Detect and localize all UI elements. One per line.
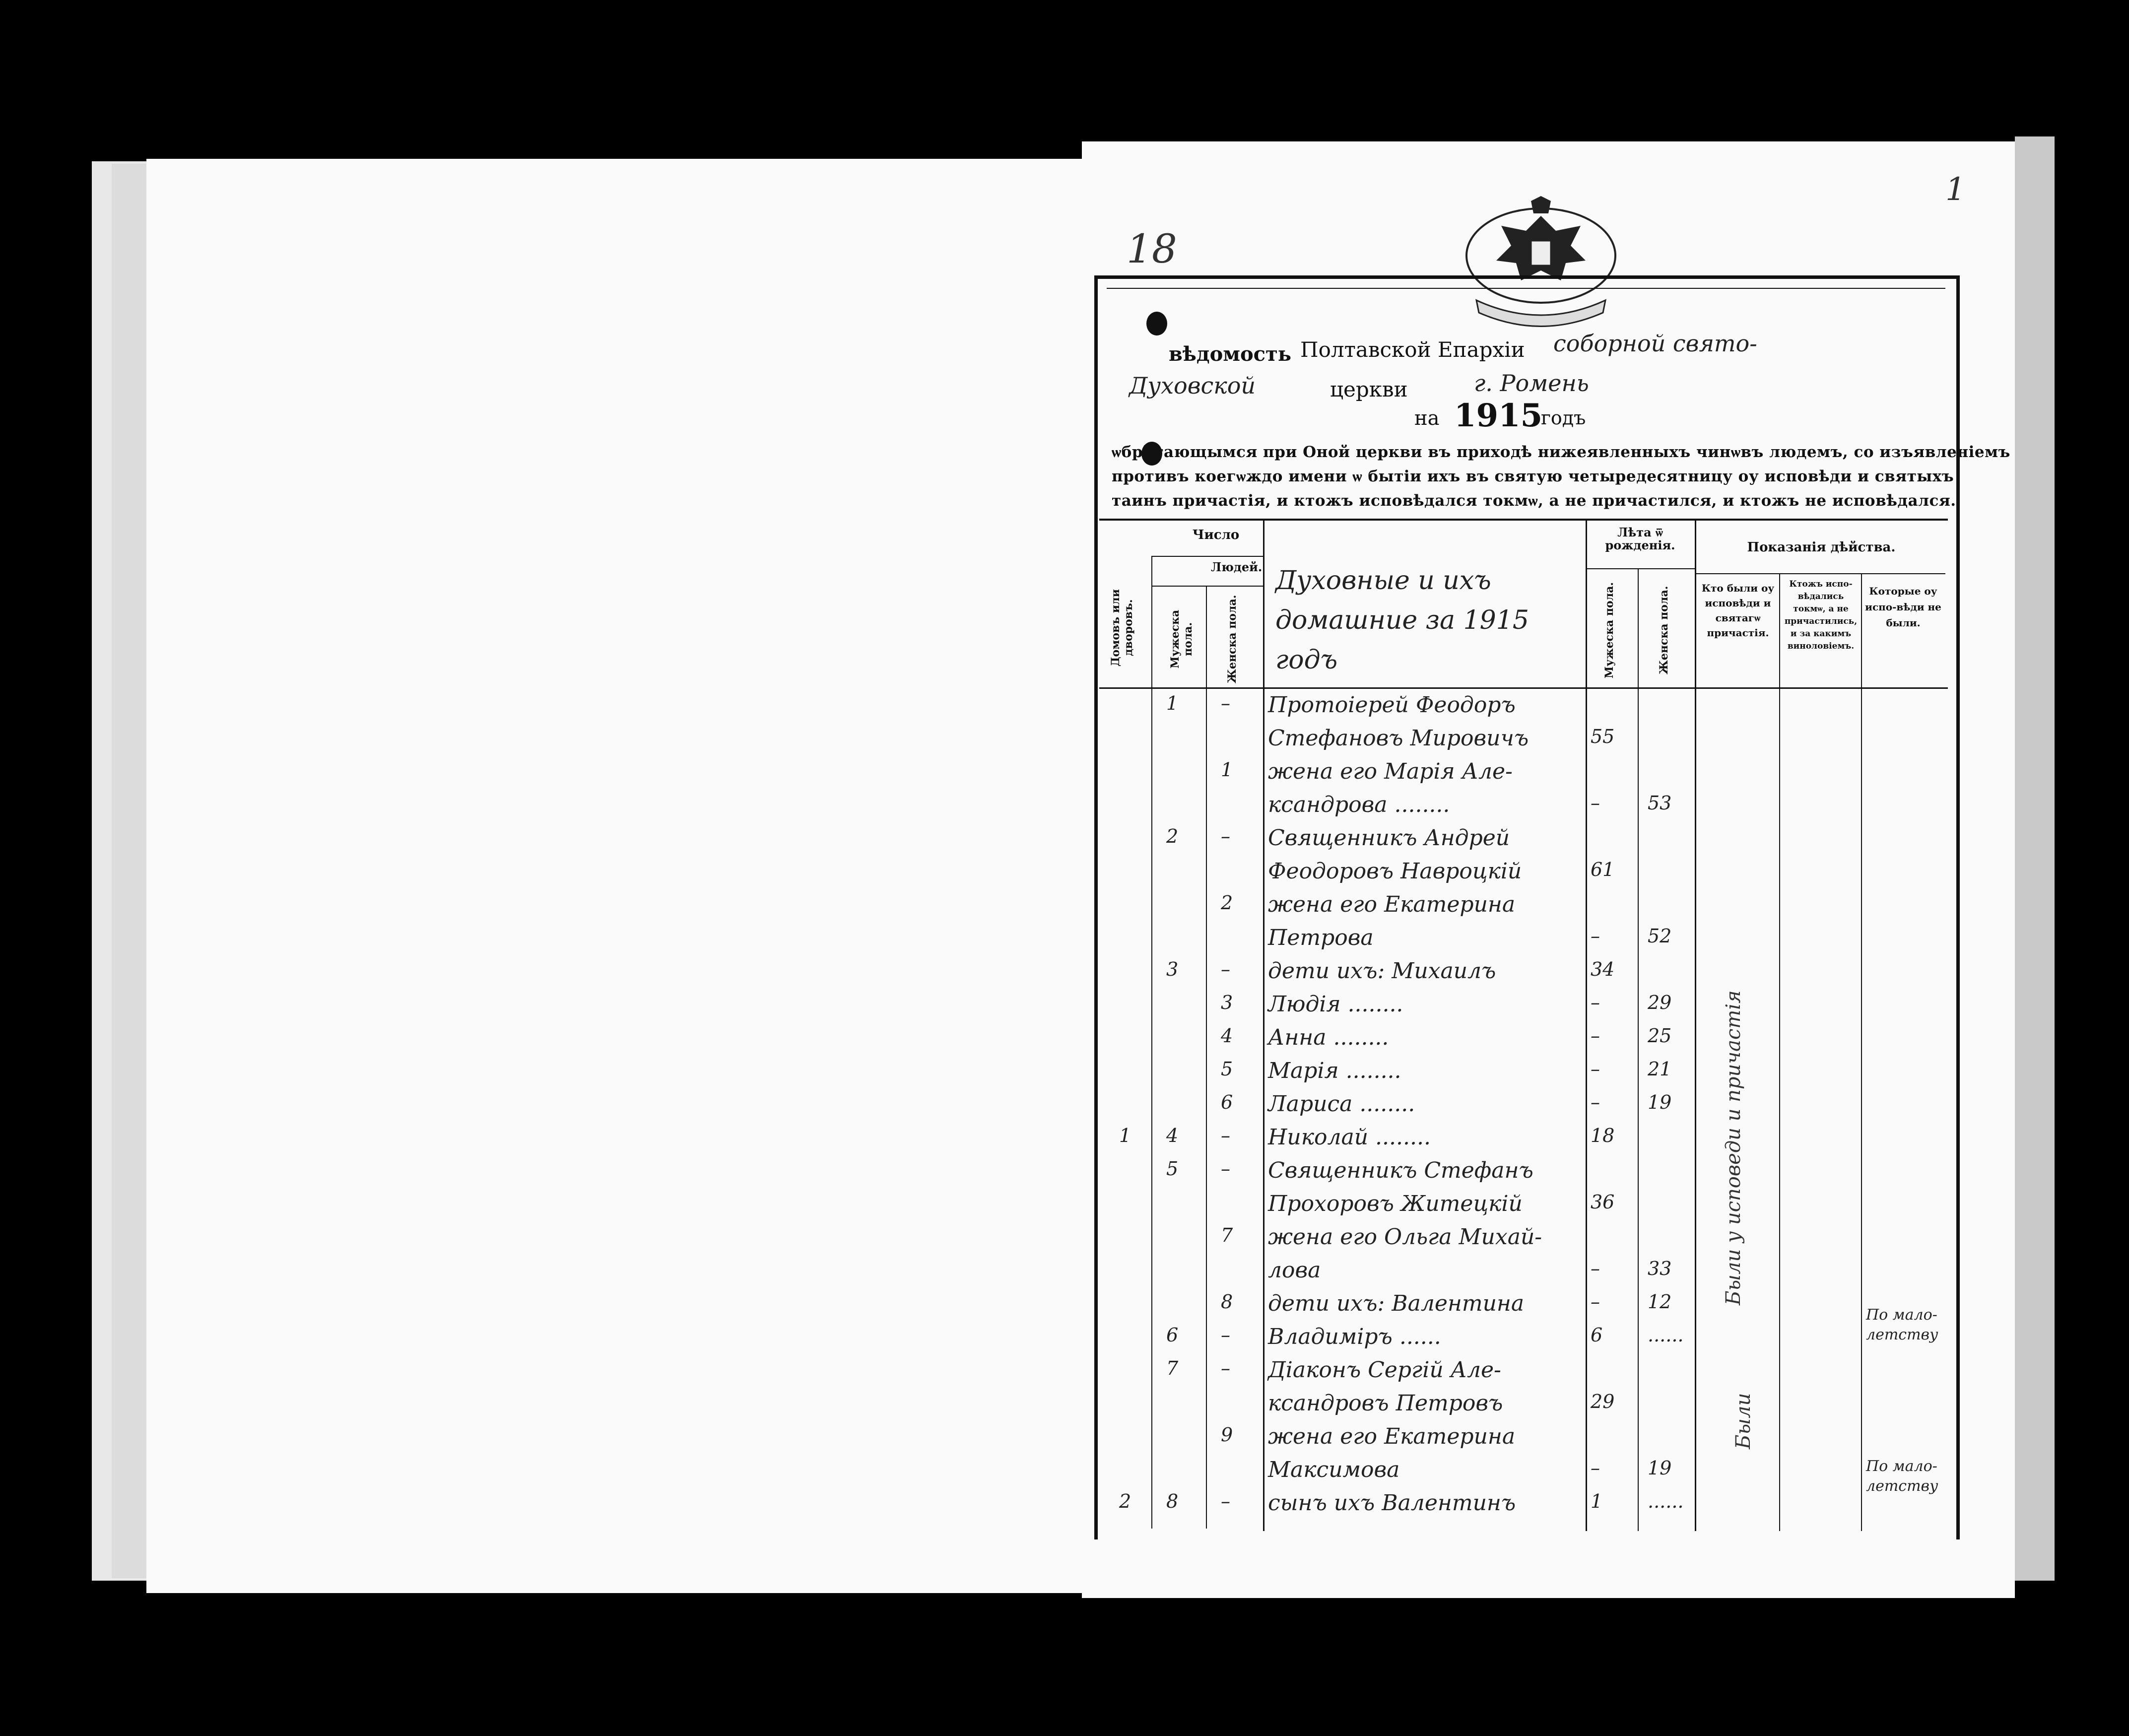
row-male-count: 6 — [1166, 1324, 1179, 1346]
header-rule — [1586, 568, 1695, 569]
row-female-count: 5 — [1221, 1058, 1233, 1080]
row-male-age: – — [1591, 1457, 1600, 1479]
header-rule — [1151, 556, 1263, 557]
intro-line: противъ коегѡждо имени ѡ бытіи ихъ въ святую четыредесятницу оу исповѣди и святыхъ — [1112, 467, 1954, 485]
row-male-count: 5 — [1166, 1158, 1179, 1180]
row-male-age: 6 — [1591, 1324, 1603, 1346]
row-name: сынъ ихъ Валентинъ — [1268, 1490, 1516, 1516]
row-name: Стефановъ Мировичъ — [1268, 726, 1529, 751]
row-male-age: 29 — [1591, 1391, 1615, 1412]
header-people: Людей. — [1211, 560, 1263, 574]
row-male-age: – — [1591, 1058, 1600, 1080]
col-divider — [1861, 573, 1862, 1531]
row-female-count: 6 — [1221, 1091, 1233, 1113]
row-female-age: 21 — [1648, 1058, 1672, 1080]
intro-line: ѡбрѣтающымся при Оной церкви въ приходѣ нижеявленныхъ чинѡвъ людемъ, со изъявленіемъ — [1112, 443, 2010, 461]
right-page-edge — [2015, 136, 2055, 1581]
row-male-age: – — [1591, 792, 1600, 814]
row-male-age: 36 — [1591, 1191, 1615, 1213]
row-female-age: 52 — [1648, 925, 1672, 947]
row-female-age: 19 — [1648, 1091, 1672, 1113]
page-number: 1 — [1945, 171, 1966, 208]
row-name: Лариса ........ — [1268, 1091, 1415, 1117]
header-female-age: Женска пола. — [1658, 586, 1670, 675]
row-female-count: 4 — [1221, 1025, 1233, 1047]
row-female-age: 29 — [1648, 992, 1672, 1013]
col-divider — [1586, 519, 1587, 1531]
row-female-count: 2 — [1221, 892, 1233, 914]
row-name: Діаконъ Сергій Але- — [1268, 1357, 1501, 1383]
row-name: Феодоровъ Навроцкій — [1268, 859, 1522, 884]
row-name: ксандрова ........ — [1268, 792, 1450, 817]
row-name: Протоіерей Феодоръ — [1268, 692, 1516, 718]
row-male-age: 18 — [1591, 1125, 1615, 1146]
row-female-age: 25 — [1648, 1025, 1672, 1047]
row-female-count: 1 — [1221, 759, 1233, 781]
church-name-handwritten: соборной свято- — [1553, 330, 1757, 357]
vertical-note-confessed: Были у исповеди и причастія — [1722, 990, 1745, 1305]
row-male-age: – — [1591, 1291, 1600, 1313]
row-female-age: ...... — [1648, 1490, 1684, 1512]
row-name: лова — [1268, 1258, 1321, 1283]
row-female-count: – — [1221, 1357, 1230, 1379]
row-female-count: 9 — [1221, 1424, 1233, 1446]
row-name: Максимова — [1268, 1457, 1400, 1482]
row-male-age: – — [1591, 1025, 1600, 1047]
row-male-age: 55 — [1591, 726, 1615, 747]
row-male-count: 7 — [1166, 1357, 1179, 1379]
row-name: Петрова — [1268, 925, 1374, 950]
header-rule — [1695, 573, 1945, 574]
remark-minor: По мало-летству — [1866, 1306, 1938, 1343]
row-name: дети ихъ: Михаилъ — [1268, 958, 1496, 984]
header-rule — [1151, 586, 1263, 587]
row-house-number: 1 — [1119, 1125, 1131, 1146]
row-male-age: 1 — [1591, 1490, 1603, 1512]
row-female-age: ...... — [1648, 1324, 1684, 1346]
header-names-handwritten: Духовные и ихъ домашние за 1915 годъ — [1275, 566, 1529, 675]
header-male-age: Мужеска пола. — [1603, 582, 1616, 679]
church-word: церкви — [1330, 377, 1408, 401]
row-female-count: 7 — [1221, 1224, 1233, 1246]
header-houses: Домовъ или дворовъ. — [1109, 589, 1135, 667]
row-male-count: 4 — [1166, 1125, 1179, 1146]
header-col-only-confessed: Ктожъ испо-вѣдались токмѡ, а не причастились, и за какимъ виноловіемъ. — [1784, 579, 1858, 651]
row-female-count: 3 — [1221, 992, 1233, 1013]
row-name: Николай ........ — [1268, 1125, 1431, 1150]
col-divider — [1695, 519, 1696, 1531]
frame-inner-line — [1107, 288, 1945, 289]
header-number: Число — [1192, 528, 1240, 542]
row-male-age: – — [1591, 1091, 1600, 1113]
row-male-age: – — [1591, 925, 1600, 947]
row-female-count: – — [1221, 1158, 1230, 1180]
left-blank-page — [146, 159, 1087, 1593]
row-name: Людія ........ — [1268, 992, 1403, 1017]
row-male-count: 3 — [1166, 958, 1179, 980]
row-name: Священникъ Стефанъ — [1268, 1158, 1533, 1183]
row-male-count: 1 — [1166, 692, 1179, 714]
row-female-count: – — [1221, 958, 1230, 980]
row-male-count: 2 — [1166, 825, 1179, 847]
row-male-age: – — [1591, 1258, 1600, 1279]
row-name: Анна ........ — [1268, 1025, 1389, 1050]
row-house-number: 2 — [1119, 1490, 1131, 1512]
row-female-count: – — [1221, 1324, 1230, 1346]
row-name: Владиміръ ...... — [1268, 1324, 1441, 1349]
header-col-confessed: Кто были оу исповѣди и святагѡ причастія. — [1701, 582, 1775, 639]
church-name-handwritten-2: Духовской — [1129, 372, 1256, 399]
row-name: жена его Марія Але- — [1268, 759, 1513, 784]
row-female-age: 53 — [1648, 792, 1672, 814]
row-name: жена его Екатерина — [1268, 892, 1516, 917]
row-female-count: – — [1221, 692, 1230, 714]
col-divider — [1206, 586, 1207, 1529]
row-name: ксандровъ Петровъ — [1268, 1391, 1503, 1416]
col-divider — [1779, 573, 1780, 1531]
year: 1915 — [1454, 397, 1543, 434]
row-name: жена его Екатерина — [1268, 1424, 1516, 1449]
remark-minor: По мало-летству — [1866, 1458, 1938, 1495]
row-female-count: – — [1221, 825, 1230, 847]
row-male-age: – — [1591, 992, 1600, 1013]
row-name: дети ихъ: Валентина — [1268, 1291, 1525, 1316]
left-page-edge-inner — [112, 164, 151, 1578]
col-divider — [1151, 556, 1152, 1529]
header-col-not-confessed: Которые оу испо-вѣди не были. — [1865, 585, 1941, 629]
vertical-note-short: Были — [1732, 1393, 1755, 1449]
row-female-count: – — [1221, 1125, 1230, 1146]
town-handwritten: г. Ромень — [1474, 370, 1589, 397]
row-name: Марія ........ — [1268, 1058, 1401, 1083]
eparchy-name: Полтавской Епархіи — [1300, 337, 1525, 362]
table-top-rule — [1099, 519, 1948, 521]
row-female-count: – — [1221, 1490, 1230, 1512]
table-header-rule — [1099, 687, 1948, 689]
header-actions: Показанія дѣйства. — [1747, 540, 1896, 555]
row-female-age: 12 — [1648, 1291, 1672, 1313]
year-suffix: годъ — [1541, 407, 1586, 429]
col-divider — [1263, 519, 1264, 1531]
form-title: вѣдомость — [1169, 342, 1291, 366]
header-male: Мужеска пола. — [1169, 609, 1195, 668]
row-male-age: 34 — [1591, 958, 1615, 980]
intro-line: таинъ причастія, и ктожъ исповѣдался токмѡ, а не причастился, и ктожъ не исповѣдался. — [1112, 492, 1956, 510]
row-male-age: 61 — [1591, 859, 1615, 880]
year-prefix: на — [1414, 407, 1440, 430]
col-divider — [1638, 568, 1639, 1531]
header-female: Женска пола. — [1226, 595, 1239, 683]
row-female-count: 8 — [1221, 1291, 1233, 1313]
row-male-count: 8 — [1166, 1490, 1179, 1512]
archive-note-number: 18 — [1127, 226, 1177, 272]
header-years: Лѣта ѿ рожденія. — [1605, 525, 1675, 552]
row-female-age: 19 — [1648, 1457, 1672, 1479]
row-female-age: 33 — [1648, 1258, 1672, 1279]
row-name: Прохоровъ Житецкій — [1268, 1191, 1523, 1216]
row-name: жена его Ольга Михай- — [1268, 1224, 1542, 1250]
row-name: Священникъ Андрей — [1268, 825, 1510, 851]
